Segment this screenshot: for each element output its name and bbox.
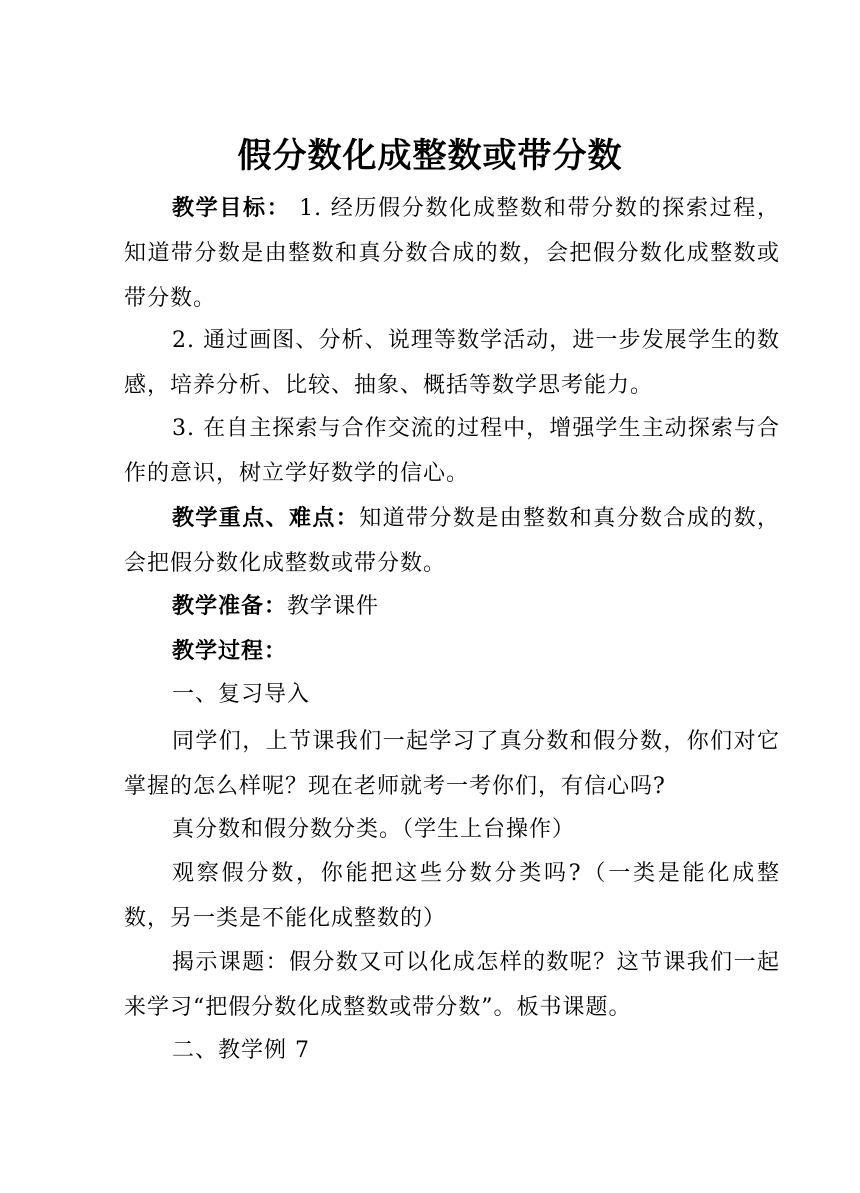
preparation-label: 教学准备： <box>172 594 288 619</box>
preparation-paragraph <box>124 584 780 629</box>
objective-2: 2. 通过画图、分析、说理等数学活动，进一步发展学生的数感，培养分析、比较、抽象、概括等数学思考能力。 <box>124 328 780 398</box>
preparation-text: 教学课件 <box>287 594 380 619</box>
page-title: 假分数化成整数或带分数 <box>237 136 623 176</box>
process-label: 教学过程： <box>172 639 288 664</box>
key-points-label: 教学重点、难点： <box>172 506 360 531</box>
objective-3: 3. 在自主探索与合作交流的过程中，增强学生主动探索与合作的意识，树立学好数学的信心。 <box>124 416 780 486</box>
classification-paragraph: 真分数和假分数分类。（学生上台操作） <box>172 817 576 842</box>
review-paragraph: 同学们，上节课我们一起学习了真分数和假分数，你们对它掌握的怎么样呢？现在老师就考一考你们，有信心吗? <box>124 729 780 799</box>
section-review-heading: 一、复习导入 <box>172 682 311 707</box>
process-heading <box>124 629 780 674</box>
objective-1: 1. 经历假分数化成整数和带分数的探索过程，知道带分数是由整数和真分数合成的数，会把假分数化成整数或带分数。 <box>124 196 780 311</box>
objectives-label: 教学目标： <box>172 196 291 221</box>
objectives-paragraph <box>124 186 780 321</box>
topic-paragraph: 揭示课题：假分数又可以化成怎样的数呢？这节课我们一起来学习“把假分数化成整数或带分数”。板书课题。 <box>124 950 780 1020</box>
key-points-text: 知道带分数是由整数和真分数合成的数，会把假分数化成整数或带分数。 <box>124 506 780 576</box>
section-example-heading: 二、教学例 7 <box>172 1038 310 1063</box>
observe-paragraph: 观察假分数，你能把这些分数分类吗?（一类是能化成整数，另一类是不能化成整数的） <box>124 861 780 931</box>
key-points-paragraph <box>124 496 780 586</box>
